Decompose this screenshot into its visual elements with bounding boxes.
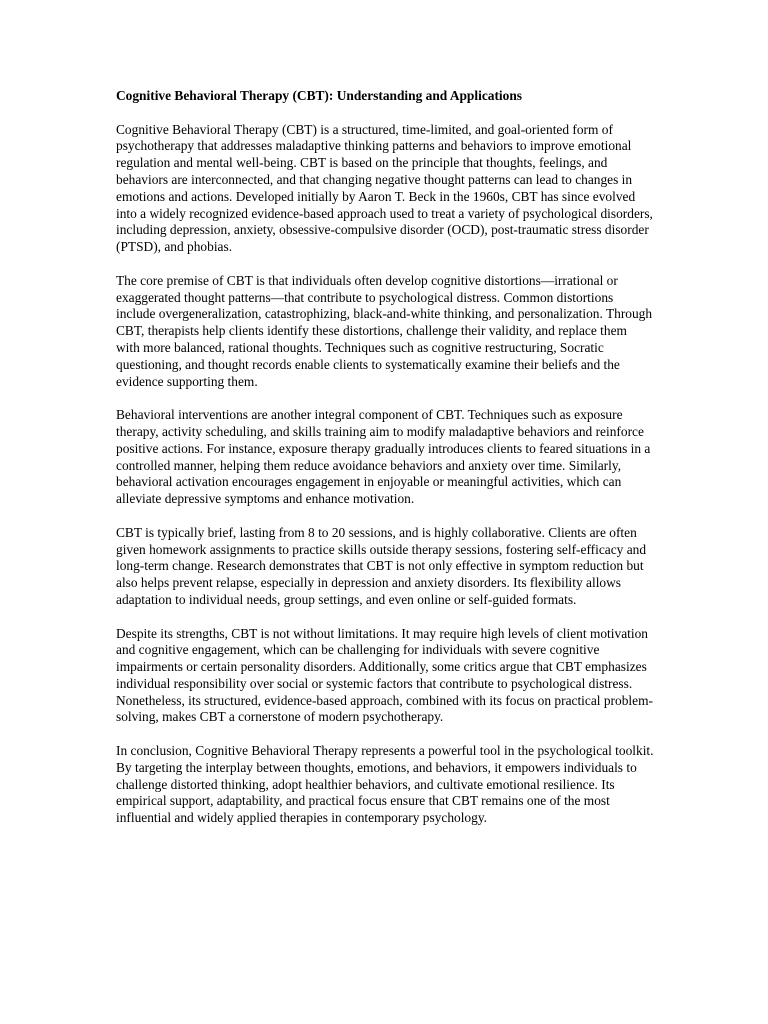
- document-title: Cognitive Behavioral Therapy (CBT): Understanding and Applications: [116, 88, 522, 103]
- paragraph-conclusion: In conclusion, Cognitive Behavioral Therapy represents a powerful tool in the psychological toolkit. By targeting the interplay between thoughts, emotions, and behaviors, it empowers individuals to challenge distorted thinking, adopt healthier behaviors, and cultivate emotional resilience. Its empirical support, adaptability, and practical focus ensure that CBT remains one of the most influential and widely applied therapies in contemporary psychology.: [116, 743, 654, 826]
- document-body: [116, 88, 654, 844]
- paragraph-introduction: Cognitive Behavioral Therapy (CBT) is a structured, time-limited, and goal-oriented form of psychotherapy that addresses maladaptive thinking patterns and behaviors to improve emotional regulation and mental well-being. CBT is based on the principle that thoughts, feelings, and behaviors are interconnected, and that changing negative thought patterns can lead to changes in emotions and actions. Developed initially by Aaron T. Beck in the 1960s, CBT has since evolved into a widely recognized evidence-based approach used to treat a variety of psychological disorders, including depression, anxiety, obsessive-compulsive disorder (OCD), post-traumatic stress disorder (PTSD), and phobias.: [116, 121, 653, 255]
- paragraph-behavioral-interventions: Behavioral interventions are another integral component of CBT. Techniques such as exposure therapy, activity scheduling, and skills training aim to modify maladaptive behaviors and reinforce positive actions. For instance, exposure therapy gradually introduces clients to feared situations in a controlled manner, helping them reduce avoidance behaviors and anxiety over time. Similarly, behavioral activation encourages engagement in enjoyable or meaningful activities, which can alleviate depressive symptoms and enhance motivation.: [116, 407, 651, 507]
- paragraph-limitations: Despite its strengths, CBT is not without limitations. It may require high levels of client motivation and cognitive engagement, which can be challenging for individuals with severe cognitive impairments or certain personality disorders. Additionally, some critics argue that CBT emphasizes individual responsibility over social or systemic factors that contribute to psychological distress. Nonetheless, its structured, evidence-based approach, combined with its focus on practical problem-solving, makes CBT a cornerstone of modern psychotherapy.: [116, 625, 653, 725]
- paragraph-cognitive-distortions: The core premise of CBT is that individuals often develop cognitive distortions—irrational or exaggerated thought patterns—that contribute to psychological distress. Common distortions include overgeneralization, catastrophizing, black-and-white thinking, and personalization. Through CBT, therapists help clients identify these distortions, challenge their validity, and replace them with more balanced, rational thoughts. Techniques such as cognitive restructuring, Socratic questioning, and thought records enable clients to systematically examine their beliefs and the evidence supporting them.: [116, 272, 653, 389]
- paragraph-duration-and-effectiveness: CBT is typically brief, lasting from 8 to 20 sessions, and is highly collaborative. Clients are often given homework assignments to practice skills outside therapy sessions, fostering self-efficacy and long-term change. Research demonstrates that CBT is not only effective in symptom reduction but also helps prevent relapse, especially in depression and anxiety disorders. Its flexibility allows adaptation to individual needs, group settings, and even online or self-guided formats.: [116, 524, 647, 607]
